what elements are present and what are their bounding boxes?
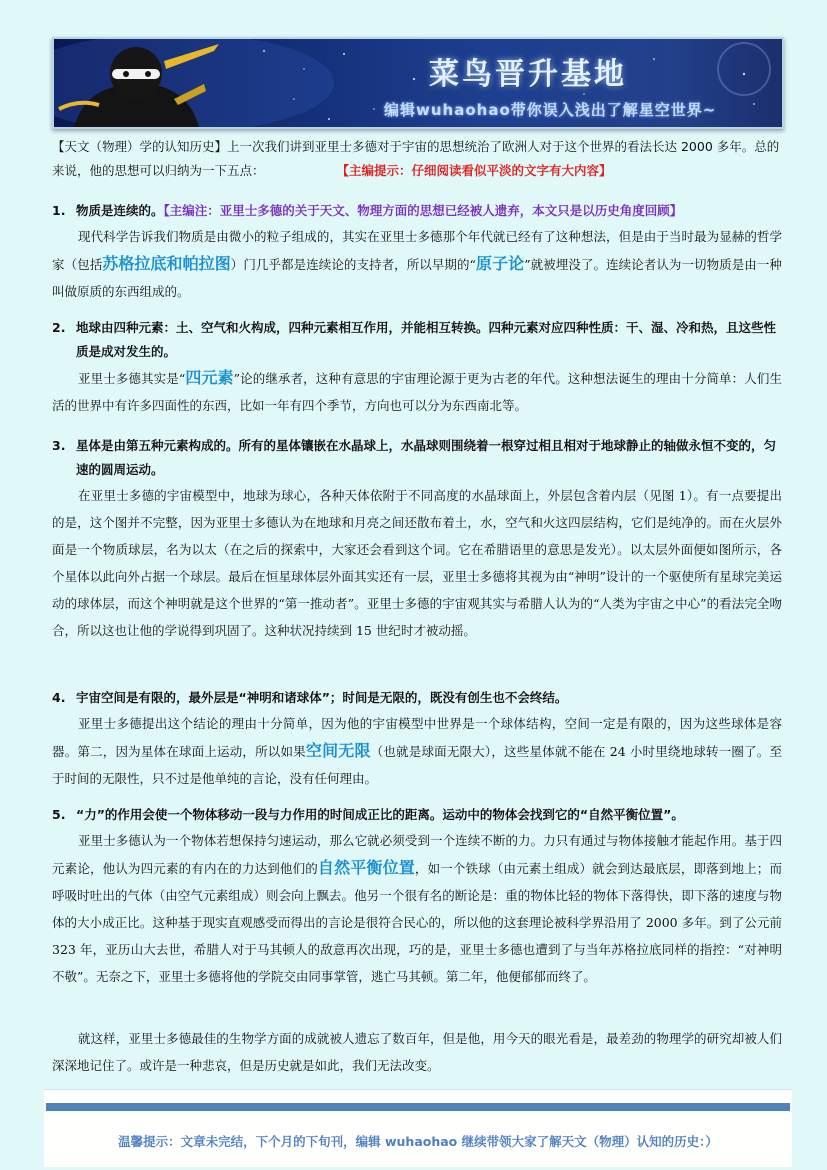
footer-reminder: 温馨提示：文章未完结，下个月的下旬刊，编辑 wuhaohao 继续带领大家了解天文（物理）认知的历史：） xyxy=(118,1134,718,1149)
conclusion-text: 就这样，亚里士多德最佳的生物学方面的成就被人遗忘了数百年，但是他，用今天的眼光看是，最差劲的物理学的研究却被人们深深地记住了。或许是一种悲哀，但是历史就是如此，我们无法改变。 xyxy=(52,1031,782,1073)
conclusion-paragraph xyxy=(52,1025,782,1079)
section-heading xyxy=(52,199,782,223)
intro-paragraph xyxy=(52,135,782,183)
editor-note: 【主编注：亚里士多德的关于天文、物理方面的思想已经被人遗弃，本文只是以历史角度回顾】 xyxy=(163,203,683,218)
highlight-term: 自然平衡位置 xyxy=(317,858,415,877)
section-4 xyxy=(52,686,782,792)
section-body: 亚里士多德其实是“四元素”论的继承者，这种有意思的宇宙理论源于更为古老的年代。这种想法诞生的理由十分简单：人们生活的世界中有许多四面性的东西，比如一年有四个季节，方向也可以分为东西南北等。 xyxy=(52,368,782,413)
section-body: 亚里士多德认为一个物体若想保持匀速运动，那么它就必须受到一个连续不断的力。力只有通过与物体接触才能起作用。基于四元素论，他认为四元素的有内在的力达到他们的自然平衡位置，如一个铁球（由元素土组成）就会到达最底层，即落到地上；而呼吸时吐出的气体（由空气元素组成）则会向上飘去。他另一个很有名的断论是：重的物体比轻的物体下落得快，即下落的速度与物体的大小成正比。这种基于现实直观感受而得出的言论是很符合民心的，所以他的这套理论被科学界沿用了 2000 多年。到了公元前 323 年，亚历山大去世，希腊人对于马其顿人的敌意再次出现，巧的是，亚里士多德也遭到了与当年苏格拉底同样的指控：“对神明不敬”。无奈之下，亚里士多德将他的学院交由同事掌管，逃亡马其顿。第二年，他便郁郁而终了。 xyxy=(52,833,782,984)
ninja-mascot-icon xyxy=(54,39,224,127)
section-number: 2. xyxy=(52,320,66,335)
highlight-term: 苏格拉底和帕拉图 xyxy=(102,254,231,273)
section-heading xyxy=(52,434,782,482)
intro-text: 【天文（物理）学的认知历史】上一次我们讲到亚里士多德对于宇宙的思想统治了欧洲人对于这个世界的看法长达 2000 多年。总的来说，他的思想可以归纳为一下五点： xyxy=(52,139,780,178)
section-number: 1. xyxy=(52,203,66,218)
section-2 xyxy=(52,316,782,419)
section-title: “力”的作用会使一个物体移动一段与力作用的时间成正比的距离。运动中的物体会找到它的“自然平衡位置”。 xyxy=(76,807,684,822)
highlight-term: 原子论 xyxy=(475,254,525,273)
section-number: 5. xyxy=(52,807,66,822)
section-body: 现代科学告诉我们物质是由微小的粒子组成的，其实在亚里士多德那个年代就已经有了这种想法，但是由于当时最为显赫的哲学家（包括苏格拉底和帕拉图）门几乎都是连续论的支持者，所以早期的“原子论”就被埋没了。连续论者认为一切物质是由一种叫做原质的东西组成的。 xyxy=(52,229,782,299)
footer xyxy=(44,1089,792,1167)
banner-subtitle: 编辑wuhaohao带你误入浅出了解星空世界~ xyxy=(384,101,717,119)
banner-title: 菜鸟晋升基地 xyxy=(429,57,627,92)
section-number: 3. xyxy=(52,438,66,453)
section-heading xyxy=(52,803,782,827)
section-1 xyxy=(52,199,782,305)
section-number: 4. xyxy=(52,690,66,705)
section-5 xyxy=(52,803,782,990)
highlight-term: 空间无限 xyxy=(305,741,371,760)
footer-divider xyxy=(46,1103,790,1111)
section-body: 在亚里士多德的宇宙模型中，地球为球心，各种天体依附于不同高度的水晶球面上，外层包含着内层（见图 1）。有一点要提出的是，这个图并不完整，因为亚里士多德认为在地球和月亮之间还散布着土，水，空气和火这四层结构，它们是纯净的。而在火层外面是一个物质球层，名为以太（在之后的探索中，大家还会看到这个词。它在希腊语里的意思是发光）。以太层外面便如图所示，各个星体以此向外占据一个球层。最后在恒星球体层外面其实还有一层，亚里士多德将其视为由“神明”设计的一个驱使所有星球完美运动的球体层，而这个神明就是这个世界的“第一推动者”。亚里士多德的宇宙观其实与希腊人认为的“人类为宇宙之中心”的看法完全吻合，所以这也让他的学说得到巩固了。这种状况持续到 15 世纪时才被动摇。 xyxy=(52,488,782,638)
header-banner xyxy=(52,37,784,129)
section-heading xyxy=(52,316,782,364)
section-title: 物质是连续的。 xyxy=(76,203,164,218)
section-3 xyxy=(52,434,782,644)
section-body: 亚里士多德提出这个结论的理由十分简单，因为他的宇宙模型中世界是一个球体结构，空间一定是有限的，因为这些球体是容器。第二，因为星体在球面上运动，所以如果空间无限（也就是球面无限大），这些星体就不能在 24 小时里绕地球转一圈了。至于时间的无限性，只不过是他单纯的言论，没有任何理由。 xyxy=(52,716,782,786)
section-title: 星体是由第五种元素构成的。所有的星体镶嵌在水晶球上，水晶球则围绕着一根穿过相且相对于地球静止的轴做永恒不变的，匀速的圆周运动。 xyxy=(76,438,777,477)
section-title: 宇宙空间是有限的，最外层是“神明和诸球体”；时间是无限的，既没有创生也不会终结。 xyxy=(76,690,568,705)
editor-tip: 【主编提示：仔细阅读看似平淡的文字有大内容】 xyxy=(336,163,612,178)
section-title: 地球由四种元素：土、空气和火构成，四种元素相互作用，并能相互转换。四种元素对应四种性质：干、湿、冷和热，且这些性质是成对发生的。 xyxy=(76,320,777,359)
highlight-term: 四元素 xyxy=(185,368,234,387)
section-heading xyxy=(52,686,782,710)
